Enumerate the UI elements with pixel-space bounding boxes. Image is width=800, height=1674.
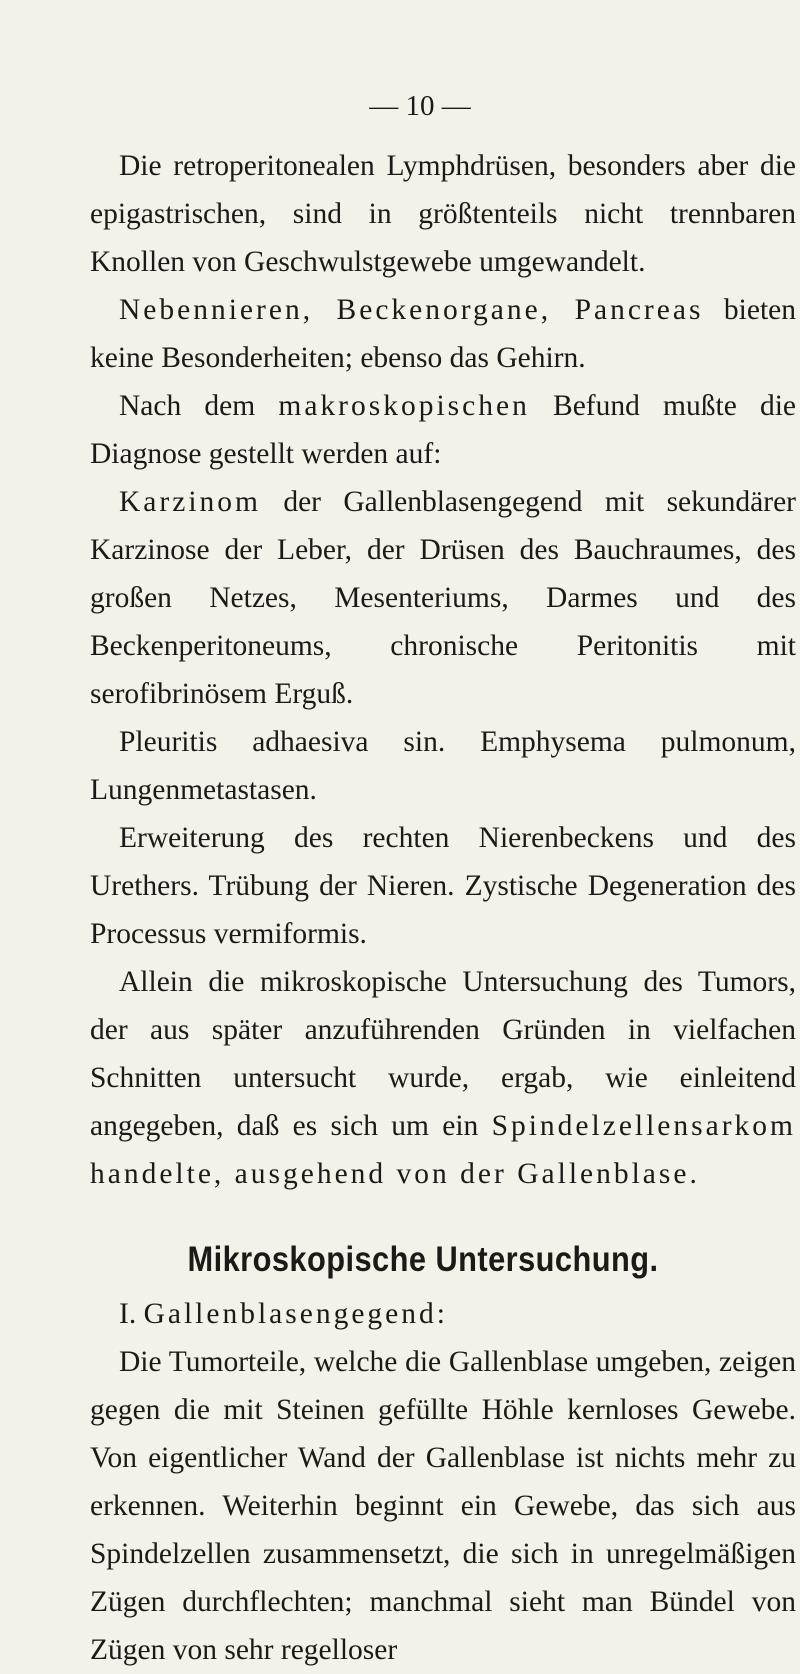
spaced-emphasis: Spindelzellensarkom handelte, ausgehend von der Gallenblase.	[90, 1110, 796, 1190]
paragraph-text: Nach dem	[119, 390, 279, 422]
spaced-emphasis: Karzinom	[119, 486, 261, 518]
section-heading: Mikroskopische Untersuchung.	[187, 1240, 659, 1279]
paragraph-makroskopisch	[90, 382, 796, 478]
paragraph-text: Befund mußte die Diagnose gestellt werden auf:	[90, 390, 797, 470]
paragraph-text: Pleuritis adhaesiva sin. Emphysema pulmonum, Lungenmetastasen.	[90, 726, 796, 806]
paragraph-pleuritis	[90, 718, 796, 814]
paragraph-text: der Gallenblasengegend mit sekundärer Karzinose der Leber, der Drüsen des Bauchraumes, des großen Netzes, Mesenteriums, Darmes und des Beckenperitoneums, chronische Peritonitis mit serofibrinösem Erguß.	[90, 486, 796, 710]
paragraph-tumorteile	[90, 1338, 796, 1674]
page-number: — 10 —	[369, 90, 471, 122]
document-page	[90, 82, 796, 1674]
paragraph-nebennieren	[90, 286, 796, 382]
paragraph-text: Die Tumorteile, welche die Gallenblase umgeben, zeigen gegen die mit Steinen gefüllte Höhle kernloses Gewebe. Von eigentlicher Wand der Gallenblase ist nichts mehr zu erkennen. Weiterhin beginnt ein Gewebe, das sich aus Spindelzellen zusammensetzt, die sich in unregelmäßigen Zügen durchflechten; manchmal sieht man Bündel von Zügen von sehr regelloser	[90, 1346, 796, 1666]
paragraph-text: Erweiterung des rechten Nierenbeckens und des Urethers. Trübung der Nieren. Zystische Degeneration des Processus vermiformis.	[90, 822, 796, 950]
paragraph-allein	[90, 958, 796, 1198]
section-label-number: I.	[119, 1298, 144, 1330]
paragraph-text: bieten keine Besonderheiten; ebenso das Gehirn.	[90, 294, 796, 374]
paragraph-lymphdruesen	[90, 142, 796, 286]
spaced-emphasis: Nebennieren, Beckenorgane, Pancreas	[119, 294, 704, 326]
section-label-text: Gallenblasengegend:	[143, 1298, 448, 1330]
spaced-emphasis: makroskopischen	[278, 390, 530, 422]
section-label	[90, 1290, 796, 1338]
paragraph-erweiterung	[90, 814, 796, 958]
paragraph-text: Allein die mikroskopische Untersuchung des Tumors, der aus später anzuführenden Gründen in vielfachen Schnitten untersucht wurde, ergab, wie einleitend angegeben, daß es sich um ein	[90, 966, 796, 1142]
paragraph-text: Die retroperitonealen Lymphdrüsen, besonders aber die epigastrischen, sind in größtenteils nicht trennbaren Knollen von Geschwulstgewebe umgewandelt.	[90, 150, 796, 278]
paragraph-karzinom	[90, 478, 796, 718]
